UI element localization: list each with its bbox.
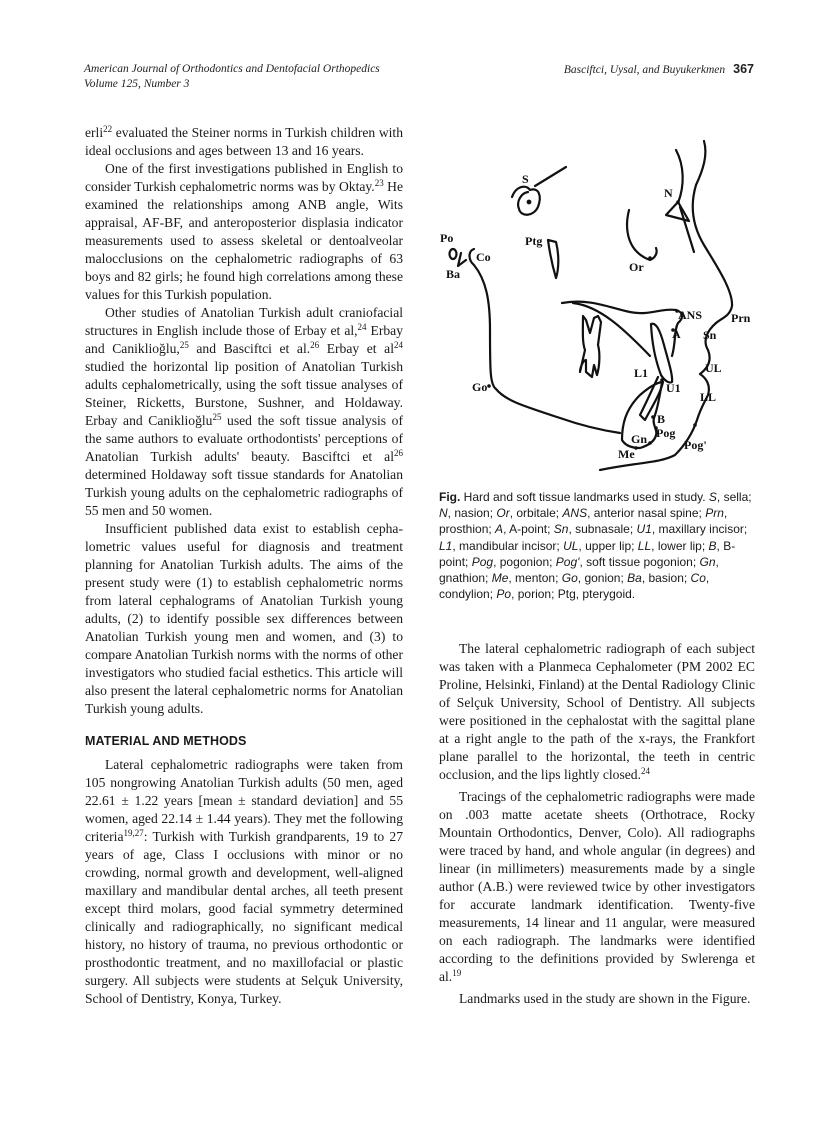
caption-run: , gonion; [577, 571, 628, 586]
text-run: studied the horizontal lip position of Anatolian Turkish adults cephalometrically, using the soft tissue analyses of Steiner, Ricketts, Burstone, Sushner, and Holdaway. Erbay and Caniklioğlu [85, 359, 403, 428]
landmark-abbrev: B [708, 538, 717, 553]
label-Gn: Gn [631, 432, 648, 446]
landmark-abbrev: Sn [553, 522, 569, 537]
section-heading: MATERIAL AND METHODS [85, 734, 247, 748]
label-N: N [664, 186, 673, 200]
running-header-journal [84, 62, 380, 92]
caption-text [439, 490, 752, 601]
citation-ref: 24 [394, 340, 403, 350]
text-run: The lateral cephalometric radiograph of each subject was taken with a Planmeca Cephalometer (PM 2002 EC Proline, Helsinki, Finland) at the Dental Radiology Clinic of Selçuk University, School of Dentistry. All subjects were positioned in the cephalostat with the sagittal plane at a right angle to the path of the x-rays, the Frankfort plane parallel to the horizontal, the teeth in centric occlusion, and the lips lightly closed. [439, 641, 755, 782]
nasal-bone [666, 202, 689, 221]
label-Or: Or [629, 260, 644, 274]
caption-run: , porion; Ptg, pterygoid. [511, 587, 636, 602]
landmark-abbrev: Go [561, 571, 578, 586]
caption-run: , maxillary incisor; [651, 522, 748, 537]
label-LL: LL [700, 390, 717, 404]
landmark-abbrev: LL [637, 538, 652, 553]
citation-ref: 23 [374, 178, 384, 188]
label-Ptg: Ptg [525, 234, 543, 248]
landmark-abbrev: A [495, 522, 504, 537]
paragraph [85, 124, 403, 160]
caption-run: , basion; [641, 571, 691, 586]
paragraph [85, 304, 403, 520]
left-text-column [85, 124, 403, 1008]
caption-run: , nasion; [447, 506, 497, 521]
caption-run: , gnathion; [439, 554, 719, 586]
paragraph: Insufficient published data exist to establish cephalometric values useful for diagnosis and treatment planning for Anatolian Turkish adults. The aims of the present study were (1) to establish cephalometric norms from lateral cephalograms of Anatolian Turkish young adults, (2) to identify possible sex differences between Anatolian Turkish young men and women, and (3) to compare Anatolian Turkish norms with the norms of other investigators who studied facial esthetics. This article will also present the lateral cephalometric norms for Anatolian Turkish young adults. [85, 521, 403, 716]
label-A: A [672, 327, 681, 341]
citation-ref: 19,27 [123, 828, 144, 838]
basion-mark [458, 253, 466, 266]
journal-title: American Journal of Orthodontics and Dentofacial Orthopedics [84, 63, 380, 75]
landmark-abbrev: Prn [705, 506, 724, 521]
paragraph: Landmarks used in the study are shown in the Figure. [459, 991, 751, 1006]
text-run: evaluated the Steiner norms in Turkish children with ideal occlusions and ages between 13 and 16 years. [85, 125, 403, 158]
caption-run: , subnasale; [568, 522, 637, 537]
label-UL: UL [705, 361, 722, 375]
caption-run: , menton; [508, 571, 562, 586]
landmark-abbrev: Po [496, 587, 512, 602]
caption-run: , upper lip; [578, 538, 638, 553]
citation-ref: 26 [310, 340, 320, 350]
sella-line [535, 167, 566, 186]
landmark-abbrev: U1 [636, 522, 652, 537]
upper-incisor [651, 324, 672, 383]
caption-run: , soft tissue pogonion; [579, 554, 700, 569]
paragraph [85, 160, 403, 304]
paragraph [439, 640, 755, 784]
journal-volume: Volume 125, Number 3 [84, 78, 190, 90]
label-B: B [657, 412, 666, 426]
text-run: determined Holdaway soft tissue standards for Anatolian Turkish young adults on the cephalometric radiographs of 55 men and 50 women. [85, 467, 403, 518]
label-Sn: Sn [703, 328, 717, 342]
figure-tag: Fig. [439, 490, 461, 504]
label-L1: L1 [634, 366, 649, 380]
text-run: and Basciftci et al. [188, 341, 311, 356]
citation-ref: 26 [394, 448, 403, 458]
caption-run: , lower lip; [651, 538, 709, 553]
citation-ref: 25 [212, 412, 222, 422]
right-text-column [439, 640, 755, 1008]
landmark-abbrev: N [439, 506, 448, 521]
label-U1: U1 [666, 381, 681, 395]
caption-run: , B-point; [439, 538, 736, 569]
text-run: : Turkish with Turkish grandparents, 19 to 27 years of age, Class I occlusions with minor or no crowding, normal growth and development, well-aligned maxillary and mandibular dental arches, all teeth present except third molars, good facial symmetry determined clinically and radiographically, no significant medical history, no history of trauma, no previous orthodontic or prosthodontic treatment, and no maxillofacial or plastic surgery. All subjects were students at Selçuk University, School of Dentistry, Konya, Turkey. [85, 829, 403, 1006]
landmark-abbrev: L1 [439, 538, 453, 553]
nasal-line [680, 207, 694, 252]
text-run: One of the first investigations published in English to consider Turkish cephalometric norms was by Oktay. [85, 161, 403, 194]
caption-run: Hard and soft tissue landmarks used in study. [460, 490, 709, 504]
orbit-outline [627, 210, 657, 260]
sella-point [528, 201, 531, 204]
pterygoid-outline [548, 240, 558, 278]
cephalometric-figure [432, 140, 768, 485]
label-Ba: Ba [446, 267, 461, 281]
landmark-abbrev: UL [563, 538, 579, 553]
page-number: 367 [733, 62, 754, 76]
text-run: Erbay and Caniklioğlu, [85, 323, 403, 356]
landmark-abbrev: Or [496, 506, 510, 521]
text-run: erli [85, 125, 104, 140]
label-Prn: Prn [731, 311, 751, 325]
landmark-abbrev: Gn [699, 554, 716, 569]
porion-ring [450, 249, 457, 259]
caption-run: , pogonion; [493, 554, 556, 569]
label-Me: Me [618, 447, 635, 461]
citation-ref: 19 [452, 968, 462, 978]
landmark-abbrev: Me [491, 571, 509, 586]
landmark-abbrev: ANS [562, 506, 588, 521]
citation-ref: 22 [103, 124, 113, 134]
caption-run: , A-point; [503, 522, 554, 537]
sella-outline [512, 187, 540, 215]
text-run: used the soft tissue analysis of the same authors to evaluate orthodontists' perceptions of Anatolian Turkish adults' beauty. Basciftci et al [85, 413, 404, 464]
caption-run: , mandibular incisor; [452, 538, 564, 553]
caption-run: , prosthion; [439, 506, 728, 537]
figure-caption [439, 489, 757, 602]
paragraph [439, 788, 755, 986]
text-run: He examined the relationships among ANB angle, Wits appraisal, AF-BF, and anteroposterior displasia indicator measurements used to assess skeletal or dentoalveolar malocclusions on the cephalometric radiographs of 63 boys and 82 girls; he found high correlations among these values for this Turkish population. [85, 179, 404, 302]
citation-ref: 25 [179, 340, 189, 350]
text-run: Tracings of the cephalometric radiographs were made on .003 matte acetate sheets (Orthotrace, Rocky Mountain Orthodontics, Denver, Colo). All radiographs were traced by hand, and whole angular (in degrees) and linear (in millimeters) measurements made by a single author (A.B.) were reviewed twice by other investigators for accurate landmark identification. Twenty-five measurements, 14 linear and 11 angular, were measured on each radiograph. The landmarks were identified according to the definitions provided by Swlerenga et al. [439, 789, 755, 984]
citation-ref: 24 [641, 766, 650, 776]
landmark-abbrev: S [708, 490, 717, 504]
frontal-bone [676, 150, 683, 203]
paragraph [85, 756, 403, 1008]
landmark-abbrev: Ba [627, 571, 642, 586]
text-run: Erbay et al [319, 341, 394, 356]
running-header-authors [564, 62, 754, 78]
caption-run: , anterior nasal spine; [587, 506, 706, 521]
landmark-tracing-diagram [432, 140, 768, 485]
soft-tissue-forehead-nose [693, 141, 732, 323]
molar-tooth [580, 316, 601, 377]
label-ANS: ANS [678, 308, 703, 322]
author-names: Basciftci, Uysal, and Buyukerkmen [563, 64, 726, 76]
label-S: S [522, 172, 529, 186]
caption-run: , sella; [716, 490, 752, 504]
caption-run: , orbitale; [509, 506, 563, 521]
label-Pog: Pog [656, 426, 676, 440]
text-run: Lateral cephalometric radiographs were taken from 105 nongrowing Anatolian Turkish adults (50 men, aged 22.61 ± 1.22 years [mean ± standard deviation] and 55 women, aged 22.14 ± 1.44 years). They met the following criteria [85, 757, 403, 844]
text-run: Other studies of Anatolian Turkish adult craniofacial structures in English include those of Erbay et al, [85, 305, 403, 338]
label-PogSoft: Pog' [684, 438, 707, 452]
caption-run: , condylion; [439, 571, 710, 602]
label-Co: Co [476, 250, 491, 264]
landmark-abbrev: Pog [471, 554, 494, 569]
landmark-abbrev: Pog' [555, 554, 580, 569]
label-Po: Po [440, 231, 454, 245]
landmark-abbrev: Co [690, 571, 706, 586]
citation-ref: 24 [357, 322, 367, 332]
label-Go: Go [472, 380, 488, 394]
